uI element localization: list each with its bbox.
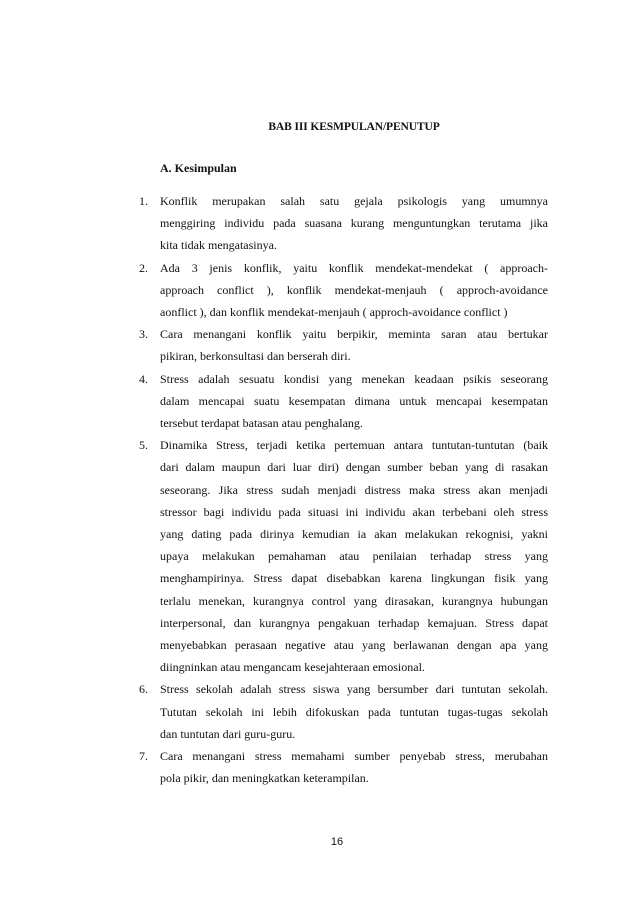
- list-item-text-line: terlalu menekan, kurangnya control yang dirasakan, kurangnya hubungan: [160, 593, 548, 608]
- list-item-number: 4.: [139, 371, 148, 386]
- list-item-text-line: diingninkan atau mengancam kesejahteraan emosional.: [160, 660, 425, 675]
- list-item: [139, 434, 548, 678]
- list-item-text-line: menggiring individu pada suasana kurang menguntungkan terutama jika: [160, 216, 548, 231]
- list-item-text-line: menyebabkan perasaan negative atau yang berlawanan dengan apa yang: [160, 638, 548, 653]
- list-item-text-line: pikiran, berkonsultasi dan berserah diri.: [160, 349, 351, 364]
- list-item-text-line: menghampirinya. Stress dapat disebabkan karena lingkungan fisik yang: [160, 571, 548, 586]
- list-item-text-line: interpersonal, dan kurangnya pengakuan terhadap kemajuan. Stress dapat: [160, 615, 548, 630]
- list-item-text-line: upaya melakukan pemahaman atau penilaian terhadap stress yang: [160, 549, 548, 564]
- list-item-text-line: kita tidak mengatasinya.: [160, 238, 277, 253]
- list-item: [139, 368, 548, 435]
- list-item-text-line: Konflik merupakan salah satu gejala psikologis yang umumnya: [160, 194, 548, 208]
- list-item-text-line: tersebut terdapat batasan atau penghalang.: [160, 416, 363, 431]
- conclusion-list: [139, 190, 548, 789]
- list-item-text-line: dari dalam maupun dari luar diri) dengan sumber beban yang di rasakan: [160, 460, 548, 475]
- list-item-text-line: approach conflict ), konflik mendekat-menjauh ( approch-avoidance: [160, 282, 548, 297]
- list-item-text-line: Cara menangani konflik yaitu berpikir, meminta saran atau bertukar: [160, 327, 548, 342]
- section-heading: A. Kesimpulan: [160, 161, 237, 175]
- list-item-text-line: Ada 3 jenis konflik, yaitu konflik mendekat-mendekat ( approach-: [160, 260, 548, 275]
- list-item: [139, 190, 548, 257]
- list-item-text-line: Dinamika Stress, terjadi ketika pertemuan antara tuntutan-tuntutan (baik: [160, 438, 548, 453]
- list-item: [139, 257, 548, 324]
- list-item: [139, 323, 548, 367]
- list-item-number: 3.: [139, 327, 148, 342]
- list-item-number: 6.: [139, 682, 148, 697]
- list-item-text-line: Stress sekolah adalah stress siswa yang bersumber dari tuntutan sekolah.: [160, 682, 548, 697]
- list-item-text-line: seseorang. Jika stress sudah menjadi distress maka stress akan menjadi: [160, 482, 548, 497]
- list-item-text-line: pola pikir, dan meningkatkan keterampilan.: [160, 771, 369, 786]
- list-item-number: 1.: [139, 194, 148, 208]
- list-item-number: 2.: [139, 260, 148, 275]
- list-item: [139, 678, 548, 745]
- list-item-text-line: aonflict ), dan konflik mendekat-menjauh ( approch-avoidance conflict ): [160, 305, 508, 320]
- list-item-text-line: stressor bagi individu pada situasi ini individu akan terbebani oleh stress: [160, 504, 548, 519]
- list-item-text-line: Tututan sekolah ini lebih difokuskan pada tuntutan tugas-tugas sekolah: [160, 704, 548, 719]
- list-item: [139, 745, 548, 789]
- chapter-title: BAB III KESMPULAN/PENUTUP: [268, 121, 440, 133]
- list-item-text-line: dan tuntutan dari guru-guru.: [160, 726, 296, 741]
- list-item-text-line: Stress adalah sesuatu kondisi yang menekan keadaan psikis seseorang: [160, 371, 548, 386]
- page-number: 16: [330, 836, 344, 848]
- list-item-number: 7.: [139, 749, 148, 764]
- list-item-text-line: dalam mencapai suatu kesempatan dimana untuk mencapai kesempatan: [160, 393, 548, 408]
- list-item-number: 5.: [139, 438, 148, 453]
- list-item-text-line: yang dating pada dirinya kemudian ia akan melakukan rekognisi, yakni: [160, 527, 548, 542]
- list-item-text-line: Cara menangani stress memahami sumber penyebab stress, merubahan: [160, 749, 548, 764]
